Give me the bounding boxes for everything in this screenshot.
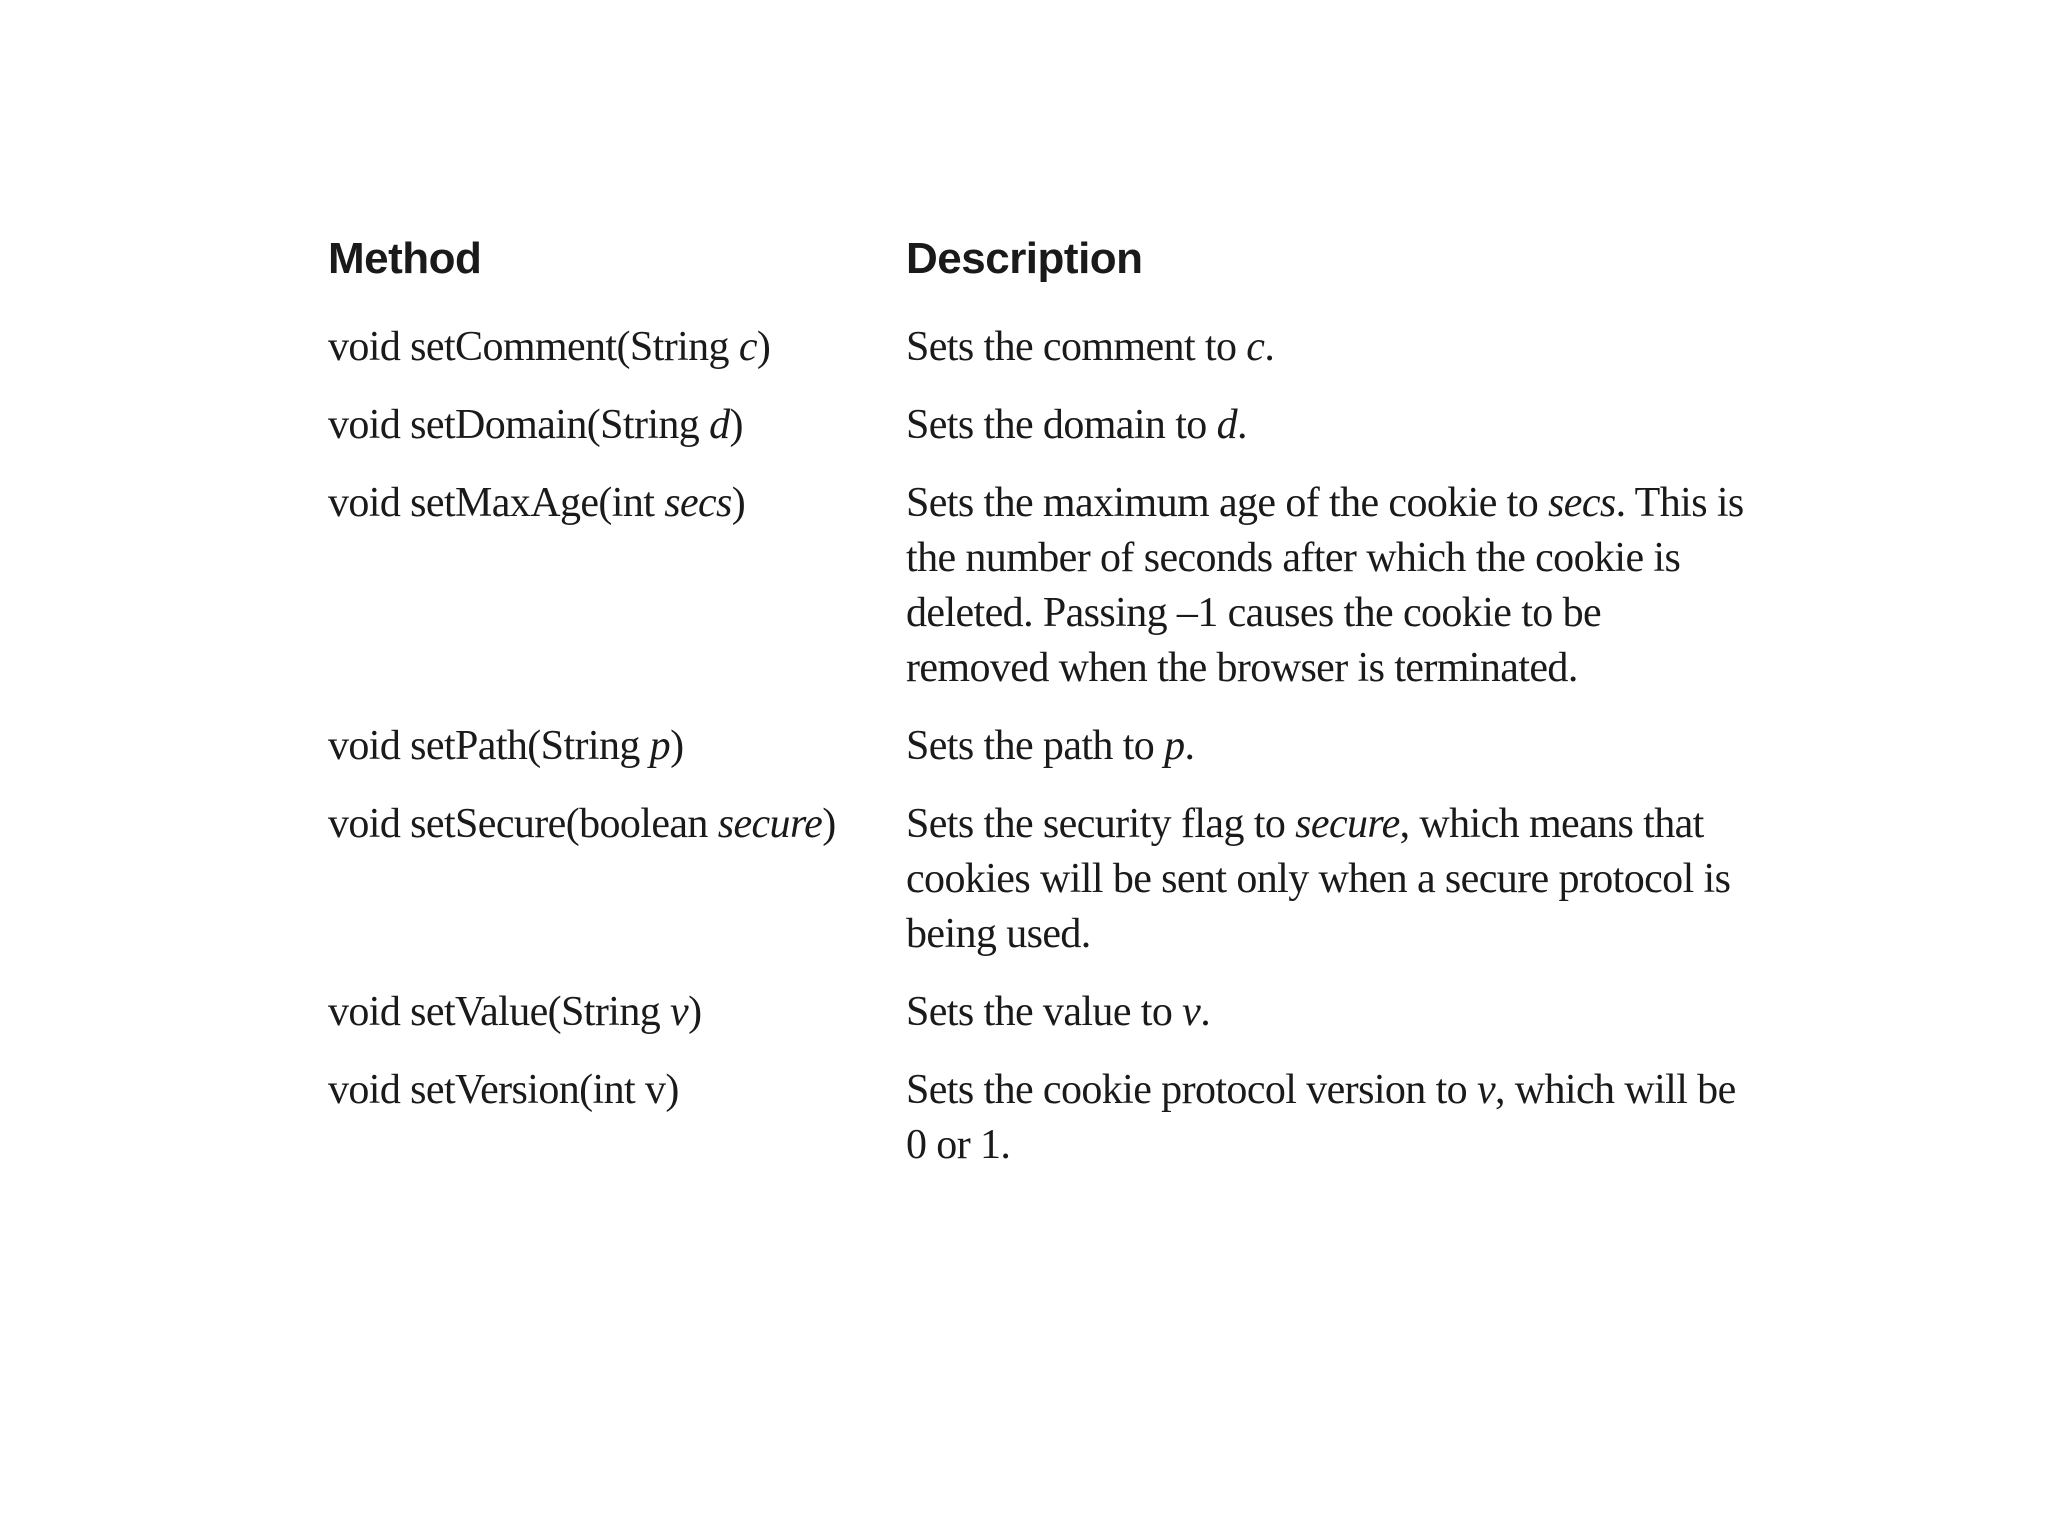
desc-param: secs [1548, 480, 1616, 526]
method-description [906, 476, 1748, 696]
method-prefix: void setVersion(int v) [328, 1067, 679, 1113]
desc-param: c [1246, 324, 1265, 370]
desc-middle: , [1495, 1067, 1505, 1113]
desc-middle: . [1264, 324, 1275, 370]
method-signature [328, 398, 906, 453]
desc-param: v [1476, 1067, 1495, 1113]
desc-param: secure [1295, 801, 1400, 847]
method-suffix: ) [670, 723, 684, 769]
desc-middle: . [1615, 480, 1626, 526]
method-prefix: void setMaxAge(int [328, 480, 665, 526]
method-suffix: ) [731, 480, 746, 526]
method-description [906, 985, 1748, 1040]
method-column-header: Method [328, 234, 482, 283]
method-prefix: void setSecure(boolean [328, 801, 718, 847]
desc-prefix: Sets the domain to [906, 402, 1217, 448]
method-prefix: void setDomain(String [328, 402, 710, 448]
table-row [328, 1063, 1748, 1173]
desc-middle: . [1236, 402, 1247, 448]
desc-suffix: which means that cookies will be sent only when a secure protocol is being used. [906, 801, 1731, 957]
method-param: p [649, 723, 671, 769]
table-row [328, 398, 1748, 453]
desc-prefix: Sets the cookie protocol version to [906, 1067, 1477, 1113]
desc-prefix: Sets the security flag to [906, 801, 1296, 847]
desc-prefix: Sets the path to [906, 723, 1165, 769]
method-param: secs [664, 480, 732, 526]
description-column-header: Description [906, 234, 1143, 283]
desc-param: p [1164, 723, 1185, 769]
method-table [328, 228, 1748, 1196]
method-param: secure [717, 801, 823, 847]
method-signature [328, 476, 906, 531]
table-row [328, 719, 1748, 774]
method-prefix: void setValue(String [328, 989, 671, 1035]
method-signature [328, 1063, 906, 1118]
method-suffix: ) [688, 989, 702, 1035]
desc-middle: . [1200, 989, 1211, 1035]
method-suffix: ) [756, 324, 771, 370]
desc-prefix: Sets the value to [906, 989, 1183, 1035]
desc-prefix: Sets the maximum age of the cookie to [906, 480, 1549, 526]
method-description [906, 797, 1748, 962]
method-description [906, 398, 1748, 453]
desc-suffix: which will be 0 or 1. [906, 1067, 1736, 1168]
method-prefix: void setComment(String [328, 324, 739, 370]
table-row [328, 320, 1748, 375]
method-param: v [670, 989, 689, 1035]
table-row [328, 985, 1748, 1040]
desc-param: d [1216, 402, 1237, 448]
method-description [906, 320, 1748, 375]
desc-middle: , [1399, 801, 1410, 847]
method-signature [328, 719, 906, 774]
table-row [328, 476, 1748, 696]
table-header-row [328, 228, 1748, 320]
method-signature [328, 985, 906, 1040]
desc-param: v [1182, 989, 1201, 1035]
method-signature [328, 797, 906, 852]
method-suffix: ) [729, 402, 743, 448]
method-prefix: void setPath(String [328, 723, 650, 769]
method-param: d [709, 402, 730, 448]
method-suffix: ) [822, 801, 836, 847]
desc-middle: . [1184, 723, 1195, 769]
desc-suffix: This is the number of seconds after which the cookie is deleted. Passing –1 causes the cookie to be removed when the browser is terminated. [906, 480, 1744, 691]
method-param: c [738, 324, 757, 370]
method-description [906, 1063, 1748, 1173]
desc-prefix: Sets the comment to [906, 324, 1247, 370]
method-signature [328, 320, 906, 375]
method-description [906, 719, 1748, 774]
table-row [328, 797, 1748, 962]
